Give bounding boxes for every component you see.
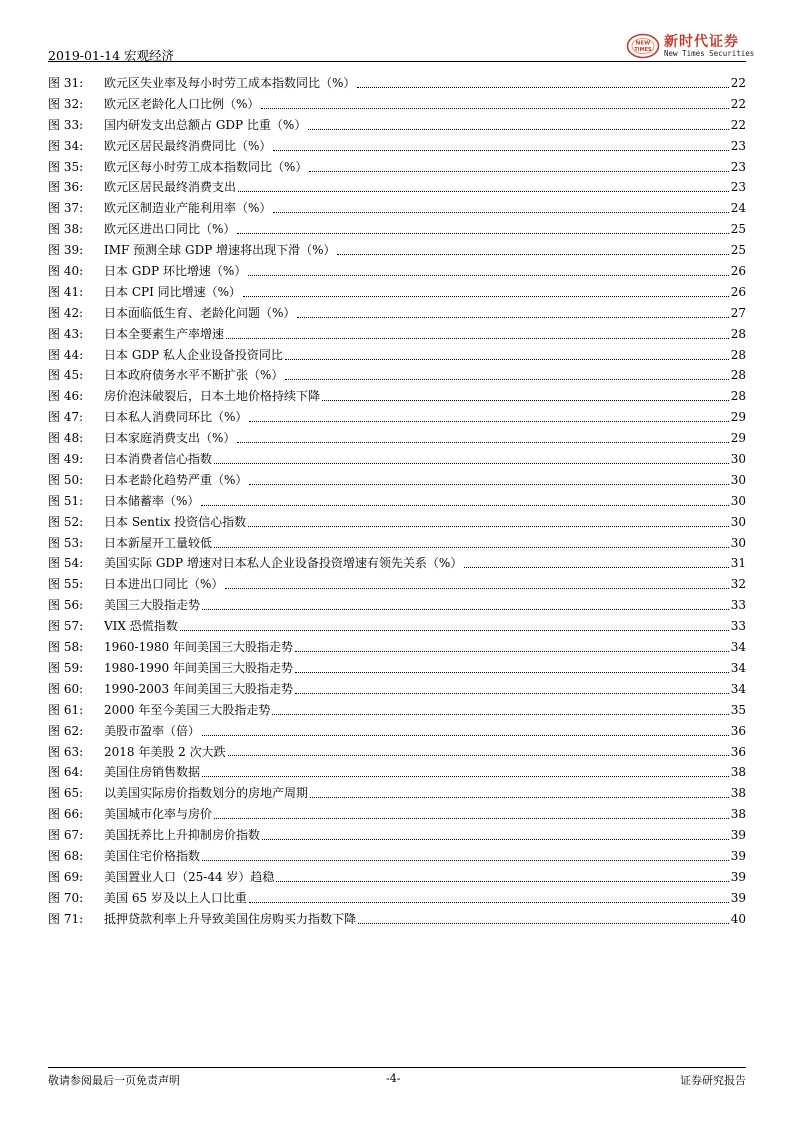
toc-page-number: 22 bbox=[730, 117, 746, 132]
toc-dot-leader bbox=[214, 547, 729, 548]
toc-figure-title: 日本新屋开工量较低 bbox=[104, 535, 213, 550]
toc-figure-number: 图 37: bbox=[48, 201, 84, 216]
toc-entry[interactable] bbox=[48, 303, 746, 324]
toc-page-number: 25 bbox=[730, 222, 746, 237]
toc-entry[interactable] bbox=[48, 658, 746, 679]
toc-figure-number: 图 42: bbox=[48, 305, 84, 320]
header-date-section: 2019-01-14 宏观经济 bbox=[48, 48, 175, 63]
toc-page-number: 33 bbox=[730, 598, 746, 613]
toc-page-number: 29 bbox=[730, 431, 746, 446]
toc-page-number: 39 bbox=[730, 869, 746, 884]
toc-figure-number: 图 35: bbox=[48, 159, 84, 174]
header-divider bbox=[48, 61, 746, 62]
toc-figure-title: 日本储蓄率（%） bbox=[104, 493, 200, 508]
new-times-logo-icon bbox=[626, 33, 660, 59]
toc-figure-title: 美国城市化率与房价 bbox=[104, 807, 213, 822]
toc-figure-number: 图 36: bbox=[48, 180, 84, 195]
toc-page-number: 34 bbox=[730, 660, 746, 675]
toc-figure-title: 抵押贷款利率上升导致美国住房购买力指数下降 bbox=[104, 911, 357, 926]
toc-page-number: 23 bbox=[730, 159, 746, 174]
toc-figure-title: 欧元区老龄化人口比例（%） bbox=[104, 96, 260, 111]
toc-dot-leader bbox=[273, 150, 728, 151]
footer-divider bbox=[48, 1067, 746, 1068]
toc-page-number: 28 bbox=[730, 326, 746, 341]
toc-figure-number: 图 53: bbox=[48, 535, 84, 550]
toc-page-number: 22 bbox=[730, 96, 746, 111]
toc-figure-title: 欧元区每小时劳工成本指数同比（%） bbox=[104, 159, 308, 174]
toc-dot-leader bbox=[357, 87, 728, 88]
toc-figure-number: 图 67: bbox=[48, 828, 84, 843]
toc-entry[interactable] bbox=[48, 533, 746, 554]
toc-dot-leader bbox=[238, 191, 729, 192]
toc-dot-leader bbox=[248, 275, 728, 276]
toc-figure-title: 欧元区制造业产能利用率（%） bbox=[104, 201, 272, 216]
toc-figure-title: 美股市盈率（倍） bbox=[104, 723, 201, 738]
toc-figure-number: 图 48: bbox=[48, 431, 84, 446]
toc-figure-title: 日本消费者信心指数 bbox=[104, 452, 213, 467]
toc-page-number: 30 bbox=[730, 493, 746, 508]
toc-figure-title: VIX 恐慌指数 bbox=[104, 619, 178, 634]
toc-entry[interactable] bbox=[48, 595, 746, 616]
toc-page-number: 30 bbox=[730, 452, 746, 467]
toc-dot-leader bbox=[358, 923, 729, 924]
toc-page-number: 35 bbox=[730, 702, 746, 717]
toc-figure-title: 1960-1980 年间美国三大股指走势 bbox=[104, 640, 293, 655]
toc-dot-leader bbox=[202, 609, 729, 610]
toc-figure-title: 欧元区失业率及每小时劳工成本指数同比（%） bbox=[104, 76, 356, 90]
toc-page-number: 38 bbox=[730, 765, 746, 780]
toc-page-number: 31 bbox=[730, 556, 746, 571]
toc-dot-leader bbox=[261, 108, 728, 109]
toc-figure-title: 美国三大股指走势 bbox=[104, 598, 201, 613]
toc-page-number: 36 bbox=[730, 723, 746, 738]
toc-figure-title: 日本 CPI 同比增速（%） bbox=[104, 284, 242, 299]
toc-entry[interactable] bbox=[48, 637, 746, 658]
toc-figure-number: 图 50: bbox=[48, 472, 84, 487]
toc-figure-number: 图 45: bbox=[48, 368, 84, 383]
logo-company-english: New Times Securities bbox=[664, 49, 755, 58]
toc-figure-number: 图 47: bbox=[48, 410, 84, 425]
toc-figure-number: 图 38: bbox=[48, 222, 84, 237]
toc-figure-number: 图 65: bbox=[48, 786, 84, 801]
toc-dot-leader bbox=[272, 714, 728, 715]
toc-figure-title: 美国住宅价格指数 bbox=[104, 848, 201, 863]
toc-page-number: 39 bbox=[730, 890, 746, 905]
toc-entry[interactable] bbox=[48, 783, 746, 804]
toc-dot-leader bbox=[237, 233, 728, 234]
toc-figure-number: 图 52: bbox=[48, 514, 84, 529]
toc-entry[interactable] bbox=[48, 219, 746, 240]
toc-dot-leader bbox=[226, 338, 729, 339]
toc-figure-title: 欧元区进出口同比（%） bbox=[104, 222, 236, 237]
toc-figure-title: 日本 GDP 私人企业设备投资同比 bbox=[104, 347, 283, 362]
toc-figure-number: 图 34: bbox=[48, 138, 84, 153]
toc-figure-number: 图 40: bbox=[48, 264, 84, 279]
toc-dot-leader bbox=[249, 421, 728, 422]
toc-entry[interactable] bbox=[48, 324, 746, 345]
toc-entry[interactable] bbox=[48, 115, 746, 136]
toc-entry[interactable] bbox=[48, 888, 746, 909]
toc-figure-title: 日本老龄化趋势严重（%） bbox=[104, 472, 248, 487]
toc-entry[interactable] bbox=[48, 804, 746, 825]
toc-figure-number: 图 39: bbox=[48, 243, 84, 258]
toc-page-number: 33 bbox=[730, 619, 746, 634]
toc-figure-number: 图 58: bbox=[48, 640, 84, 655]
toc-figure-number: 图 44: bbox=[48, 347, 84, 362]
toc-page-number: 30 bbox=[730, 535, 746, 550]
toc-entry[interactable] bbox=[48, 470, 746, 491]
toc-dot-leader bbox=[285, 359, 729, 360]
toc-figure-title: 美国抚养比上升抑制房价指数 bbox=[104, 828, 261, 843]
toc-figure-number: 图 71: bbox=[48, 911, 84, 926]
toc-dot-leader bbox=[464, 567, 728, 568]
toc-page-number: 34 bbox=[730, 640, 746, 655]
toc-figure-title: 日本 Sentix 投资信心指数 bbox=[104, 514, 247, 529]
toc-figure-title: 日本面临低生育、老龄化问题（%） bbox=[104, 305, 296, 320]
toc-dot-leader bbox=[308, 129, 728, 130]
toc-entry[interactable] bbox=[48, 365, 746, 386]
toc-entry[interactable] bbox=[48, 240, 746, 261]
company-logo bbox=[626, 30, 755, 60]
toc-page-number: 23 bbox=[730, 138, 746, 153]
toc-dot-leader bbox=[322, 400, 729, 401]
toc-figure-title: IMF 预测全球 GDP 增速将出现下滑（%） bbox=[104, 243, 336, 258]
toc-entry[interactable] bbox=[48, 553, 746, 574]
toc-entry[interactable] bbox=[48, 846, 746, 867]
toc-figure-number: 图 46: bbox=[48, 389, 84, 404]
toc-figure-title: 日本进出口同比（%） bbox=[104, 577, 224, 592]
toc-page-number: 38 bbox=[730, 807, 746, 822]
toc-dot-leader bbox=[225, 588, 728, 589]
toc-figure-number: 图 60: bbox=[48, 681, 84, 696]
toc-entry[interactable] bbox=[48, 261, 746, 282]
toc-dot-leader bbox=[295, 693, 729, 694]
toc-figure-title: 日本私人消费同环比（%） bbox=[104, 410, 248, 425]
toc-figure-number: 图 69: bbox=[48, 869, 84, 884]
toc-entry[interactable] bbox=[48, 679, 746, 700]
toc-dot-leader bbox=[201, 505, 728, 506]
toc-entry[interactable] bbox=[48, 762, 746, 783]
toc-page-number: 28 bbox=[730, 347, 746, 362]
toc-entry[interactable] bbox=[48, 386, 746, 407]
toc-dot-leader bbox=[262, 839, 729, 840]
toc-figure-number: 图 70: bbox=[48, 890, 84, 905]
toc-entry[interactable] bbox=[48, 157, 746, 178]
toc-figure-number: 图 41: bbox=[48, 284, 84, 299]
toc-page-number: 23 bbox=[730, 180, 746, 195]
toc-entry[interactable] bbox=[48, 867, 746, 888]
toc-dot-leader bbox=[249, 484, 728, 485]
toc-figure-title: 日本政府债务水平不断扩张（%） bbox=[104, 368, 284, 383]
toc-entry[interactable] bbox=[48, 512, 746, 533]
toc-entry[interactable] bbox=[48, 574, 746, 595]
toc-page-number: 30 bbox=[730, 514, 746, 529]
toc-entry[interactable] bbox=[48, 491, 746, 512]
toc-figure-number: 图 51: bbox=[48, 493, 84, 508]
toc-figure-number: 图 63: bbox=[48, 744, 84, 759]
svg-text:TIMES: TIMES bbox=[634, 47, 652, 53]
toc-entry[interactable] bbox=[48, 282, 746, 303]
toc-figure-number: 图 32: bbox=[48, 96, 84, 111]
toc-figure-number: 图 62: bbox=[48, 723, 84, 738]
toc-dot-leader bbox=[180, 630, 729, 631]
toc-figure-title: 1990-2003 年间美国三大股指走势 bbox=[104, 681, 293, 696]
toc-page-number: 36 bbox=[730, 744, 746, 759]
toc-entry[interactable] bbox=[48, 345, 746, 366]
toc-entry[interactable] bbox=[48, 742, 746, 763]
toc-page-number: 26 bbox=[730, 284, 746, 299]
toc-page-number: 27 bbox=[730, 305, 746, 320]
toc-dot-leader bbox=[214, 463, 729, 464]
toc-figure-number: 图 66: bbox=[48, 807, 84, 822]
toc-figure-title: 1980-1990 年间美国三大股指走势 bbox=[104, 660, 293, 675]
toc-figure-number: 图 31: bbox=[48, 76, 84, 90]
toc-dot-leader bbox=[297, 317, 728, 318]
toc-figure-number: 图 56: bbox=[48, 598, 84, 613]
toc-page-number: 24 bbox=[730, 201, 746, 216]
toc-figure-title: 2018 年美股 2 次大跌 bbox=[104, 744, 226, 759]
toc-dot-leader bbox=[337, 254, 728, 255]
toc-figure-number: 图 54: bbox=[48, 556, 84, 571]
toc-dot-leader bbox=[309, 171, 728, 172]
toc-figure-title: 日本全要素生产率增速 bbox=[104, 326, 225, 341]
toc-figure-number: 图 55: bbox=[48, 577, 84, 592]
page-number: -4- bbox=[386, 1072, 401, 1085]
toc-page-number: 28 bbox=[730, 368, 746, 383]
toc-figure-number: 图 49: bbox=[48, 452, 84, 467]
toc-entry[interactable] bbox=[48, 177, 746, 198]
toc-dot-leader bbox=[295, 672, 729, 673]
page-footer bbox=[48, 1072, 746, 1090]
toc-figure-number: 图 57: bbox=[48, 619, 84, 634]
svg-text:NEW: NEW bbox=[635, 40, 651, 47]
toc-entry[interactable] bbox=[48, 909, 746, 930]
toc-figure-title: 国内研发支出总额占 GDP 比重（%） bbox=[104, 117, 307, 132]
toc-dot-leader bbox=[243, 296, 729, 297]
toc-page-number: 39 bbox=[730, 828, 746, 843]
toc-figure-title: 美国 65 岁及以上人口比重 bbox=[104, 890, 247, 905]
toc-page-number: 26 bbox=[730, 264, 746, 279]
toc-figure-title: 房价泡沫破裂后，日本土地价格持续下降 bbox=[104, 389, 321, 404]
toc-entry[interactable] bbox=[48, 449, 746, 470]
toc-dot-leader bbox=[273, 212, 728, 213]
toc-dot-leader bbox=[276, 881, 728, 882]
figure-list bbox=[48, 73, 746, 930]
toc-dot-leader bbox=[285, 379, 728, 380]
toc-dot-leader bbox=[202, 735, 729, 736]
toc-page-number: 28 bbox=[730, 389, 746, 404]
toc-page-number: 22 bbox=[730, 76, 746, 90]
toc-entry[interactable] bbox=[48, 136, 746, 157]
toc-figure-number: 图 59: bbox=[48, 660, 84, 675]
logo-company-name: 新时代证券 bbox=[664, 34, 739, 50]
toc-figure-title: 美国实际 GDP 增速对日本私人企业设备投资增速有领先关系（%） bbox=[104, 556, 463, 571]
toc-figure-number: 图 68: bbox=[48, 848, 84, 863]
toc-entry[interactable] bbox=[48, 721, 746, 742]
toc-entry[interactable] bbox=[48, 407, 746, 428]
footer-report-type: 证券研究报告 bbox=[680, 1074, 746, 1087]
toc-figure-title: 以美国实际房价指数划分的房地产周期 bbox=[104, 786, 309, 801]
toc-page-number: 34 bbox=[730, 681, 746, 696]
toc-dot-leader bbox=[249, 902, 729, 903]
toc-figure-number: 图 64: bbox=[48, 765, 84, 780]
toc-page-number: 39 bbox=[730, 848, 746, 863]
toc-page-number: 32 bbox=[730, 577, 746, 592]
toc-dot-leader bbox=[214, 818, 729, 819]
toc-page-number: 38 bbox=[730, 786, 746, 801]
toc-entry[interactable] bbox=[48, 73, 746, 94]
toc-dot-leader bbox=[248, 526, 729, 527]
toc-dot-leader bbox=[237, 442, 728, 443]
toc-figure-number: 图 43: bbox=[48, 326, 84, 341]
toc-figure-title: 日本家庭消费支出（%） bbox=[104, 431, 236, 446]
toc-entry[interactable] bbox=[48, 825, 746, 846]
toc-figure-number: 图 61: bbox=[48, 702, 84, 717]
toc-entry[interactable] bbox=[48, 428, 746, 449]
toc-page-number: 40 bbox=[730, 911, 746, 926]
toc-entry[interactable] bbox=[48, 616, 746, 637]
toc-entry[interactable] bbox=[48, 700, 746, 721]
toc-figure-title: 美国住房销售数据 bbox=[104, 765, 201, 780]
toc-figure-title: 欧元区居民最终消费支出 bbox=[104, 180, 237, 195]
toc-entry[interactable] bbox=[48, 94, 746, 115]
toc-figure-title: 日本 GDP 环比增速（%） bbox=[104, 264, 247, 279]
toc-dot-leader bbox=[202, 860, 729, 861]
toc-figure-title: 欧元区居民最终消费同比（%） bbox=[104, 138, 272, 153]
footer-disclaimer: 敬请参阅最后一页免责声明 bbox=[48, 1074, 180, 1087]
toc-dot-leader bbox=[228, 755, 729, 756]
toc-page-number: 30 bbox=[730, 472, 746, 487]
toc-dot-leader bbox=[295, 651, 729, 652]
toc-dot-leader bbox=[310, 797, 729, 798]
toc-page-number: 25 bbox=[730, 243, 746, 258]
toc-entry[interactable] bbox=[48, 198, 746, 219]
toc-page-number: 29 bbox=[730, 410, 746, 425]
toc-figure-title: 2000 年至今美国三大股指走势 bbox=[104, 702, 271, 717]
toc-figure-title: 美国置业人口（25-44 岁）趋稳 bbox=[104, 869, 275, 884]
toc-figure-number: 图 33: bbox=[48, 117, 84, 132]
toc-dot-leader bbox=[202, 776, 729, 777]
